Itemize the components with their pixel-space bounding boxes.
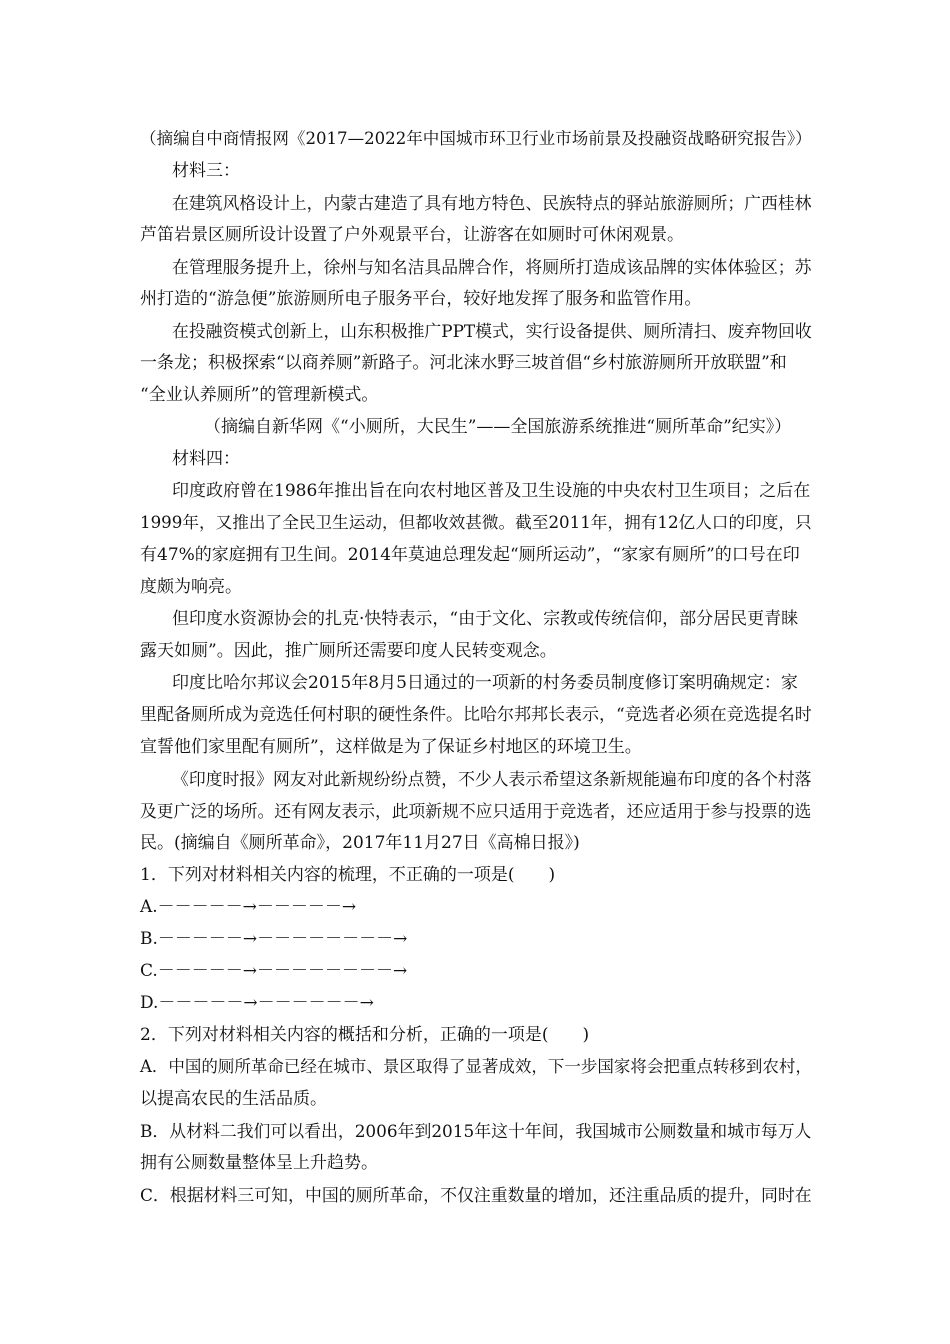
question-2-option-a: A．中国的厕所革命已经在城市、景区取得了显著成效，下一步国家将会把重点转移到农村， xyxy=(140,1057,812,1076)
paragraph-line: 1999年，又推出了全民卫生运动，但都收效甚微。截至2011年，拥有12亿人口的印度，只 xyxy=(140,513,812,532)
question-2-option-b: B．从材料二我们可以看出，2006年到2015年这十年间，我国城市公厕数量和城市每万人 xyxy=(140,1121,812,1141)
question-2-stem: 2．下列对材料相关内容的概括和分析，正确的一项是( ) xyxy=(140,1025,590,1045)
question-1-stem: 1．下列对材料相关内容的梳理，不正确的一项是( ) xyxy=(140,865,556,885)
paragraph-line: 在投融资模式创新上，山东积极推广PPT模式，实行设备提供、厕所清扫、废弃物回收 xyxy=(172,321,812,341)
paragraph-line: 芦笛岩景区厕所设计设置了户外观景平台，让游客在如厕时可休闲观景。 xyxy=(140,225,684,245)
paragraph-line: 但印度水资源协会的扎克·快特表示，“由于文化、宗教或传统信仰，部分居民更青睐 xyxy=(172,609,799,629)
paragraph-line: “全业认养厕所”的管理新模式。 xyxy=(140,385,379,405)
paragraph-line: 度颇为响亮。 xyxy=(140,577,242,597)
section-heading-material-three: 材料三： xyxy=(172,161,240,181)
question-1-option-d: D.－－－－－→－－－－－－→ xyxy=(140,993,374,1013)
paragraph-line: 印度政府曾在1986年推出旨在向农村地区普及卫生设施的中央农村卫生项目；之后在 xyxy=(172,481,811,501)
question-1-option-b: B.－－－－－→－－－－－－－－→ xyxy=(140,929,408,949)
paragraph-line: 州打造的“游急便”旅游厕所电子服务平台，较好地发挥了服务和监管作用。 xyxy=(140,289,702,309)
paragraph-line: 有47%的家庭拥有卫生间。2014年莫迪总理发起“厕所运动”，“家家有厕所”的口号在印 xyxy=(140,545,800,565)
paragraph-line: 宣誓他们家里配有厕所”，这样做是为了保证乡村地区的环境卫生。 xyxy=(140,737,642,757)
question-2-option-a-cont: 以提高农民的生活品质。 xyxy=(140,1089,327,1109)
paragraph-line: 印度比哈尔邦议会2015年8月5日通过的一项新的村务委员制度修订案明确规定：家 xyxy=(172,673,798,693)
source-citation-material-four: 民。(摘编自《厕所革命》，2017年11月27日《高棉日报》) xyxy=(140,833,580,853)
paragraph-line: 在建筑风格设计上，内蒙古建造了具有地方特色、民族特点的驿站旅游厕所；广西桂林 xyxy=(172,193,812,213)
question-1-option-c: C.－－－－－→－－－－－－－－→ xyxy=(140,961,408,981)
question-2-option-b-cont: 拥有公厕数量整体呈上升趋势。 xyxy=(140,1153,378,1173)
paragraph-line: 露天如厕”。因此，推广厕所还需要印度人民转变观念。 xyxy=(140,641,557,661)
question-2-option-c: C．根据材料三可知，中国的厕所革命，不仅注重数量的增加，还注重品质的提升，同时在 xyxy=(140,1185,812,1205)
paragraph-line: 一条龙；积极探索“以商养厕”新路子。河北涞水野三坡首倡“乡村旅游厕所开放联盟”和 xyxy=(140,353,787,373)
paragraph-line: 《印度时报》网友对此新规纷纷点赞，不少人表示希望这条新规能遍布印度的各个村落 xyxy=(172,769,812,789)
paragraph-line: 及更广泛的场所。还有网友表示，此项新规不应只适用于竞选者，还应适用于参与投票的选 xyxy=(140,801,812,821)
source-citation-material-two: （摘编自中商情报网《2017—2022年中国城市环卫行业市场前景及投融资战略研究报告》） xyxy=(140,129,812,148)
paragraph-line: 里配备厕所成为竞选任何村职的硬性条件。比哈尔邦邦长表示，“竞选者必须在竞选提名时 xyxy=(140,705,812,725)
question-1-option-a: A.－－－－－→－－－－－→ xyxy=(140,897,357,917)
source-citation-material-three: （摘编自新华网《“小厕所，大民生”——全国旅游系统推进“厕所革命”纪实》） xyxy=(204,417,792,437)
paragraph-line: 在管理服务提升上，徐州与知名洁具品牌合作，将厕所打造成该品牌的实体体验区；苏 xyxy=(172,257,812,277)
section-heading-material-four: 材料四： xyxy=(172,449,240,469)
